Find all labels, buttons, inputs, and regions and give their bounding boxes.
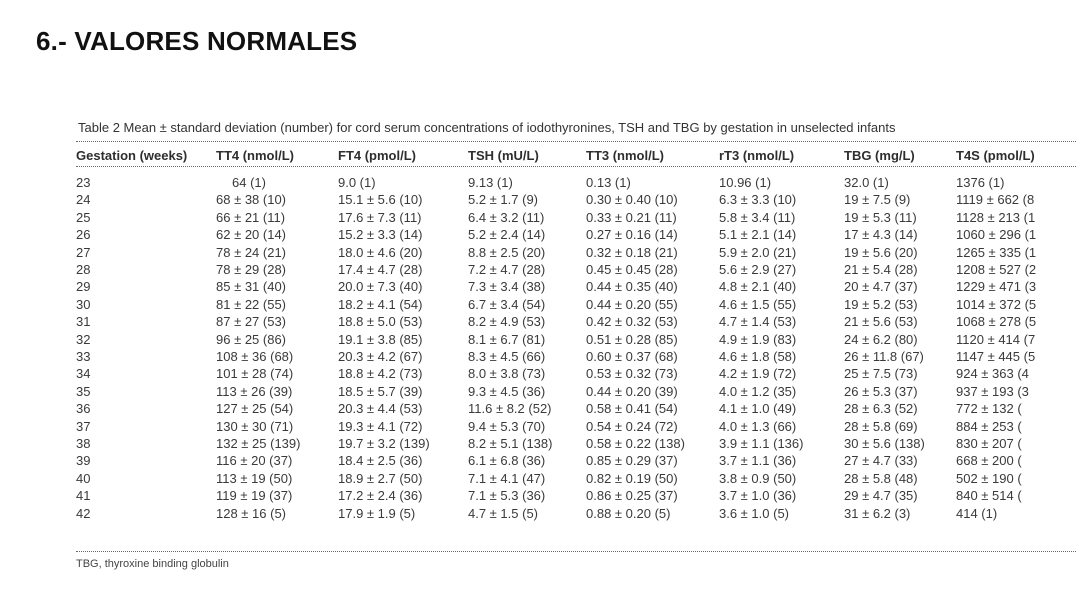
cell-t4s: 668 ± 200 ( <box>956 453 1022 469</box>
cell-gestation: 25 <box>76 209 91 225</box>
cell-ft4: 18.9 ± 2.7 (50) <box>338 470 423 486</box>
cell-tt3: 0.54 ± 0.24 (72) <box>586 418 678 434</box>
cell-rt3: 4.9 ± 1.9 (83) <box>719 331 797 347</box>
cell-tbg: 20 ± 4.7 (37) <box>844 279 918 295</box>
cell-ft4: 18.8 ± 5.0 (53) <box>338 314 423 330</box>
cell-t4s: 1208 ± 527 (2 <box>956 262 1037 277</box>
cell-t4s: 1229 ± 471 (3 <box>956 279 1037 295</box>
cell-tbg: 24 ± 6.2 (80) <box>844 331 918 347</box>
cell-tsh: 9.13 (1) <box>468 175 513 190</box>
cell-tt3: 0.82 ± 0.19 (50) <box>586 470 678 486</box>
header-gestation: Gestation (weeks) <box>76 148 188 163</box>
header-tbg: TBG (mg/L) <box>844 148 915 163</box>
cell-tt3: 0.86 ± 0.25 (37) <box>586 488 678 504</box>
cell-tt3: 0.53 ± 0.32 (73) <box>586 366 678 382</box>
cell-rt3: 3.9 ± 1.1 (136) <box>719 436 804 451</box>
cell-tsh: 7.1 ± 5.3 (36) <box>468 488 546 504</box>
cell-tt3: 0.30 ± 0.40 (10) <box>586 192 678 208</box>
cell-t4s: 1068 ± 278 (5 <box>956 314 1037 330</box>
cell-tt4: 85 ± 31 (40) <box>216 279 287 295</box>
cell-tt4: 130 ± 30 (71) <box>216 418 294 434</box>
cell-gestation: 42 <box>76 505 91 521</box>
cell-tt3: 0.13 (1) <box>586 175 631 190</box>
cell-gestation: 40 <box>76 470 91 486</box>
cell-tt3: 0.60 ± 0.37 (68) <box>586 349 678 364</box>
cell-tsh: 5.2 ± 2.4 (14) <box>468 227 546 243</box>
cell-tt4: 81 ± 22 (55) <box>216 296 287 312</box>
cell-gestation: 39 <box>76 453 91 469</box>
cell-t4s: 1060 ± 296 (1 <box>956 227 1037 243</box>
cell-tt3: 0.51 ± 0.28 (85) <box>586 331 678 347</box>
cell-tt3: 0.32 ± 0.18 (21) <box>586 244 678 260</box>
cell-tt3: 0.88 ± 0.20 (5) <box>586 505 671 521</box>
cell-tt4: 128 ± 16 (5) <box>216 505 287 521</box>
cell-tsh: 9.3 ± 4.5 (36) <box>468 383 546 399</box>
table-rule-bottom <box>76 551 1076 552</box>
cell-tt4: 132 ± 25 (139) <box>216 436 301 451</box>
cell-gestation: 36 <box>76 401 91 417</box>
cell-ft4: 18.5 ± 5.7 (39) <box>338 383 423 399</box>
cell-tbg: 19 ± 5.3 (11) <box>844 209 917 225</box>
cell-gestation: 33 <box>76 349 91 364</box>
cell-gestation: 41 <box>76 488 91 504</box>
cell-rt3: 5.6 ± 2.9 (27) <box>719 262 797 277</box>
cell-tt3: 0.27 ± 0.16 (14) <box>586 227 678 243</box>
cell-tsh: 11.6 ± 8.2 (52) <box>468 401 552 417</box>
cell-t4s: 830 ± 207 ( <box>956 436 1022 451</box>
table-rule-top <box>76 141 1076 142</box>
cell-rt3: 5.8 ± 3.4 (11) <box>719 209 796 225</box>
cell-gestation: 34 <box>76 366 91 382</box>
cell-t4s: 1265 ± 335 (1 <box>956 244 1037 260</box>
cell-ft4: 17.6 ± 7.3 (11) <box>338 209 422 225</box>
cell-tt3: 0.33 ± 0.21 (11) <box>586 209 677 225</box>
cell-rt3: 4.8 ± 2.1 (40) <box>719 279 797 295</box>
cell-rt3: 3.7 ± 1.1 (36) <box>719 453 797 469</box>
cell-rt3: 4.2 ± 1.9 (72) <box>719 366 797 382</box>
cell-tt4: 66 ± 21 (11) <box>216 209 286 225</box>
cell-ft4: 15.1 ± 5.6 (10) <box>338 192 423 208</box>
cell-gestation: 38 <box>76 436 91 451</box>
cell-tsh: 4.7 ± 1.5 (5) <box>468 505 539 521</box>
cell-tt3: 0.58 ± 0.41 (54) <box>586 401 678 417</box>
cell-tt3: 0.44 ± 0.35 (40) <box>586 279 678 295</box>
cell-t4s: 1014 ± 372 (5 <box>956 296 1037 312</box>
cell-ft4: 19.3 ± 4.1 (72) <box>338 418 423 434</box>
cell-t4s: 1120 ± 414 (7 <box>956 331 1036 347</box>
cell-gestation: 28 <box>76 262 91 277</box>
cell-gestation: 35 <box>76 383 91 399</box>
cell-tbg: 17 ± 4.3 (14) <box>844 227 918 243</box>
cell-gestation: 32 <box>76 331 91 347</box>
cell-tsh: 8.1 ± 6.7 (81) <box>468 331 546 347</box>
cell-tbg: 26 ± 11.8 (67) <box>844 349 924 364</box>
cell-t4s: 502 ± 190 ( <box>956 470 1022 486</box>
cell-gestation: 31 <box>76 314 91 330</box>
cell-tt3: 0.44 ± 0.20 (39) <box>586 383 678 399</box>
cell-gestation: 37 <box>76 418 91 434</box>
cell-rt3: 5.1 ± 2.1 (14) <box>719 227 797 243</box>
table-rule-header <box>76 166 1076 167</box>
table-caption: Table 2 Mean ± standard deviation (number) for cord serum concentrations of iodothyronines, TSH and TBG by gestation in unselected infants <box>78 120 896 135</box>
cell-tbg: 28 ± 5.8 (48) <box>844 470 918 486</box>
cell-gestation: 29 <box>76 279 91 295</box>
cell-tt3: 0.85 ± 0.29 (37) <box>586 453 678 469</box>
cell-rt3: 4.0 ± 1.2 (35) <box>719 383 797 399</box>
cell-t4s: 840 ± 514 ( <box>956 488 1022 504</box>
cell-t4s: 414 (1) <box>956 505 998 521</box>
cell-tt3: 0.58 ± 0.22 (138) <box>586 436 685 451</box>
cell-rt3: 4.0 ± 1.3 (66) <box>719 418 797 434</box>
cell-rt3: 4.6 ± 1.8 (58) <box>719 349 797 364</box>
cell-tsh: 6.7 ± 3.4 (54) <box>468 296 546 312</box>
cell-tbg: 25 ± 7.5 (73) <box>844 366 918 382</box>
cell-t4s: 884 ± 253 ( <box>956 418 1022 434</box>
data-table <box>76 116 1076 576</box>
cell-ft4: 20.3 ± 4.2 (67) <box>338 349 423 364</box>
cell-rt3: 4.6 ± 1.5 (55) <box>719 296 797 312</box>
cell-tt4: 68 ± 38 (10) <box>216 192 287 208</box>
cell-tt4: 113 ± 26 (39) <box>216 383 293 399</box>
cell-tsh: 8.2 ± 5.1 (138) <box>468 436 553 451</box>
cell-tbg: 32.0 (1) <box>844 175 889 190</box>
cell-tt4: 78 ± 29 (28) <box>216 262 287 277</box>
cell-tbg: 31 ± 6.2 (3) <box>844 505 911 521</box>
cell-rt3: 10.96 (1) <box>719 175 772 190</box>
cell-tsh: 7.2 ± 4.7 (28) <box>468 262 546 277</box>
cell-tt4: 101 ± 28 (74) <box>216 366 294 382</box>
cell-tbg: 28 ± 6.3 (52) <box>844 401 918 417</box>
cell-tsh: 8.2 ± 4.9 (53) <box>468 314 546 330</box>
cell-t4s: 937 ± 193 (3 <box>956 383 1029 399</box>
cell-ft4: 18.2 ± 4.1 (54) <box>338 296 423 312</box>
cell-ft4: 17.4 ± 4.7 (28) <box>338 262 423 277</box>
cell-tt4: 62 ± 20 (14) <box>216 227 287 243</box>
cell-rt3: 4.7 ± 1.4 (53) <box>719 314 797 330</box>
cell-gestation: 27 <box>76 244 91 260</box>
cell-ft4: 20.3 ± 4.4 (53) <box>338 401 423 417</box>
cell-ft4: 15.2 ± 3.3 (14) <box>338 227 423 243</box>
cell-rt3: 3.8 ± 0.9 (50) <box>719 470 797 486</box>
cell-t4s: 924 ± 363 (4 <box>956 366 1029 382</box>
cell-tt4: 108 ± 36 (68) <box>216 349 294 364</box>
cell-gestation: 30 <box>76 296 91 312</box>
cell-tbg: 28 ± 5.8 (69) <box>844 418 918 434</box>
header-ft4: FT4 (pmol/L) <box>338 148 416 163</box>
cell-gestation: 26 <box>76 227 91 243</box>
page-heading: 6.- VALORES NORMALES <box>36 26 358 56</box>
cell-gestation: 24 <box>76 192 91 208</box>
header-tt4: TT4 (nmol/L) <box>216 148 294 163</box>
cell-tt4: 119 ± 19 (37) <box>216 488 293 504</box>
cell-tsh: 8.8 ± 2.5 (20) <box>468 244 546 260</box>
cell-tt4: 64 (1) <box>232 175 266 190</box>
cell-tsh: 7.3 ± 3.4 (38) <box>468 279 546 295</box>
cell-tsh: 6.4 ± 3.2 (11) <box>468 209 545 225</box>
cell-tt4: 96 ± 25 (86) <box>216 331 287 347</box>
cell-tbg: 26 ± 5.3 (37) <box>844 383 918 399</box>
cell-tsh: 7.1 ± 4.1 (47) <box>468 470 546 486</box>
cell-tbg: 29 ± 4.7 (35) <box>844 488 918 504</box>
cell-ft4: 18.4 ± 2.5 (36) <box>338 453 423 469</box>
cell-t4s: 1128 ± 213 (1 <box>956 209 1036 225</box>
cell-ft4: 18.8 ± 4.2 (73) <box>338 366 423 382</box>
cell-tsh: 6.1 ± 6.8 (36) <box>468 453 546 469</box>
cell-tbg: 19 ± 7.5 (9) <box>844 192 911 208</box>
table-footnote: TBG, thyroxine binding globulin <box>76 558 229 570</box>
cell-ft4: 18.0 ± 4.6 (20) <box>338 244 423 260</box>
cell-ft4: 19.1 ± 3.8 (85) <box>338 331 423 347</box>
cell-tsh: 8.3 ± 4.5 (66) <box>468 349 546 364</box>
cell-tsh: 5.2 ± 1.7 (9) <box>468 192 539 208</box>
cell-tt4: 87 ± 27 (53) <box>216 314 287 330</box>
cell-tsh: 8.0 ± 3.8 (73) <box>468 366 546 382</box>
cell-tt3: 0.42 ± 0.32 (53) <box>586 314 678 330</box>
cell-ft4: 17.9 ± 1.9 (5) <box>338 505 416 521</box>
cell-t4s: 1147 ± 445 (5 <box>956 349 1036 364</box>
cell-tbg: 27 ± 4.7 (33) <box>844 453 918 469</box>
header-tsh: TSH (mU/L) <box>468 148 539 163</box>
cell-ft4: 20.0 ± 7.3 (40) <box>338 279 423 295</box>
cell-tbg: 30 ± 5.6 (138) <box>844 436 925 451</box>
cell-tt4: 78 ± 24 (21) <box>216 244 287 260</box>
cell-tbg: 21 ± 5.6 (53) <box>844 314 918 330</box>
cell-tt3: 0.45 ± 0.45 (28) <box>586 262 678 277</box>
cell-tbg: 19 ± 5.2 (53) <box>844 296 918 312</box>
cell-t4s: 1119 ± 662 (8 <box>956 192 1035 208</box>
header-rt3: rT3 (nmol/L) <box>719 148 795 163</box>
cell-rt3: 5.9 ± 2.0 (21) <box>719 244 797 260</box>
cell-tbg: 19 ± 5.6 (20) <box>844 244 918 260</box>
cell-tt4: 113 ± 19 (50) <box>216 470 293 486</box>
cell-t4s: 1376 (1) <box>956 175 1005 190</box>
cell-rt3: 4.1 ± 1.0 (49) <box>719 401 797 417</box>
cell-t4s: 772 ± 132 ( <box>956 401 1022 417</box>
header-t4s: T4S (pmol/L) <box>956 148 1035 163</box>
cell-ft4: 17.2 ± 2.4 (36) <box>338 488 423 504</box>
cell-tt4: 127 ± 25 (54) <box>216 401 294 417</box>
cell-rt3: 3.6 ± 1.0 (5) <box>719 505 790 521</box>
cell-tsh: 9.4 ± 5.3 (70) <box>468 418 546 434</box>
cell-tt4: 116 ± 20 (37) <box>216 453 293 469</box>
cell-gestation: 23 <box>76 175 91 190</box>
cell-ft4: 19.7 ± 3.2 (139) <box>338 436 430 451</box>
cell-tbg: 21 ± 5.4 (28) <box>844 262 918 277</box>
cell-rt3: 6.3 ± 3.3 (10) <box>719 192 797 208</box>
cell-rt3: 3.7 ± 1.0 (36) <box>719 488 797 504</box>
header-tt3: TT3 (nmol/L) <box>586 148 664 163</box>
cell-tt3: 0.44 ± 0.20 (55) <box>586 296 678 312</box>
cell-ft4: 9.0 (1) <box>338 175 376 190</box>
